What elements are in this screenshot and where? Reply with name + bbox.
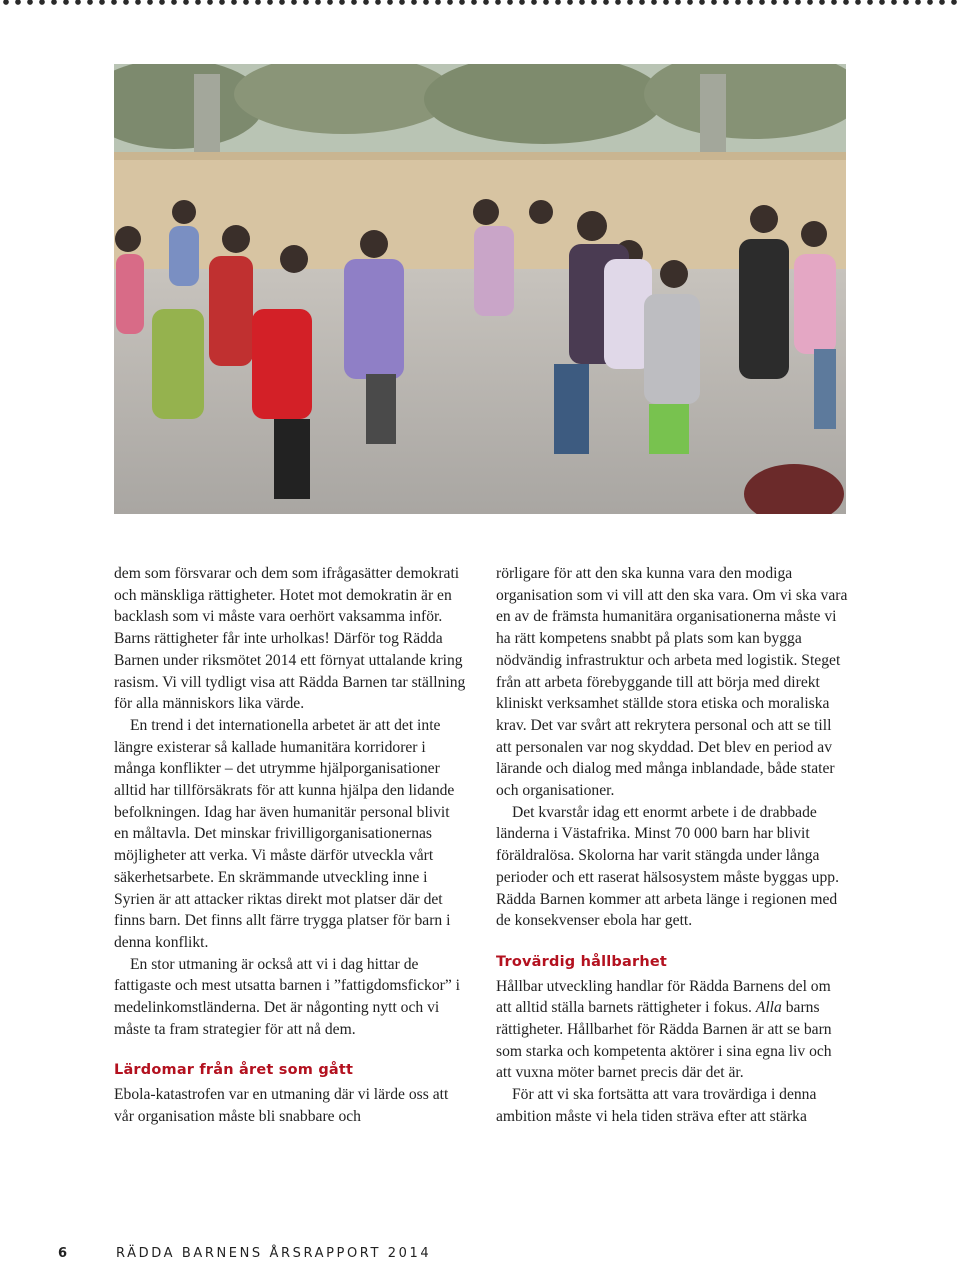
right-paragraph-2: Det kvarstår idag ett enormt arbete i de drabbade länderna i Västafrika. Minst 70 000 barn har blivit föräldralösa. Skolorna har varit stängda under långa perioder och ett raserat hälsosystem måste byggas upp. Rädda Barnen kommer att arbeta länge i regionen med de konsekvenser ebola har gett. (496, 803, 839, 930)
photo-children-playing (114, 64, 846, 514)
left-paragraph-3: En stor utmaning är också att vi i dag hittar de fattigaste och mest utsatta barnen i ”fattigdomsfickor” i medelinkomstländerna. Det är någonting nytt och vi måste ta fram strategier för att nå dem. (114, 955, 460, 1038)
report-title: RÄDDA BARNENS ÅRSRAPPORT 2014 (116, 1246, 432, 1261)
section-heading-lardomar: Lärdomar från året som gått (114, 1062, 354, 1079)
right-paragraph-3-lead: Hållbar utveckling handlar för Rädda Barnens del om att alltid ställa barnets rättigheter i fokus. (496, 977, 831, 1017)
left-paragraph-2: En trend i det internationella arbetet är att det inte längre existerar så kallade humanitära korridorer i många konflikter – det utrymme hjälporganisationer alltid har tillförsäkrats för att kunna hjälpa den lidande befolkningen. Idag har även humanitär personal blivit en måltavla. Det minskar frivilligorganisationernas möjligheter att verka. Vi måste därför utveckla vårt säkerhetsarbete. En skrämmande utveckling inne i Syrien är att attacker riktas direkt mot platser där det finns barn. Det finns allt färre trygga platser för barn i denna konflikt. (114, 716, 455, 951)
photo-illustration (114, 64, 846, 514)
left-paragraph-4: Ebola-katastrofen var en utmaning där vi lärde oss att vår organisation måste bli snabbare och (114, 1086, 449, 1125)
left-paragraph-1: dem som försvarar och dem som ifrågasätter demokrati och mänskliga rättigheter. Hotet mot demokratin är en backlash som vi måste vara oerhört vaksamma inför. Barns rättigheter får inte urholkas! Därför tog Rädda Barnen under riksmötet 2014 ett förnyat uttalande kring rasism. Vi vill tydligt visa att Rädda Barnen tar ställning för alla människors lika värde. (114, 565, 466, 713)
right-column (496, 563, 848, 1128)
right-paragraph-1: rörligare för att den ska kunna vara den modiga organisation som vi vill att den ska vara. Om vi ska vara en av de främsta humanitära organisationerna måste vi ha rätt kompetens snabbt på plats som kan bygga nödvändig infrastruktur och arbeta med logistik. Steget från att arbeta förebyggande till att börja med direkt kliniskt verksamhet ställde stora etiska och moraliska krav. Det var svårt att rekrytera personal och att se till att personalen var nog skyddad. Det blev en period av lärande och dialog med många inblandade, både stater och organisationer. (496, 565, 848, 800)
dotted-top-border (0, 0, 960, 10)
right-paragraph-4: För att vi ska fortsätta att vara trovärdiga i denna ambition måste vi hela tiden sträva efter att stärka (496, 1086, 817, 1125)
right-paragraph-3 (496, 976, 848, 1085)
page-footer (58, 1246, 431, 1261)
section-heading-trovardig: Trovärdig hållbarhet (496, 953, 668, 970)
right-paragraph-3-emphasis: Alla (755, 999, 782, 1017)
left-column (114, 563, 466, 1128)
page-number: 6 (58, 1246, 68, 1261)
right-paragraph-3-rest: barns rättigheter. Hållbarhet för Rädda Barnen är att se barn som starka och kompetenta aktörer i sina egna liv och att vuxna möter barnet precis där det är. (496, 999, 832, 1082)
